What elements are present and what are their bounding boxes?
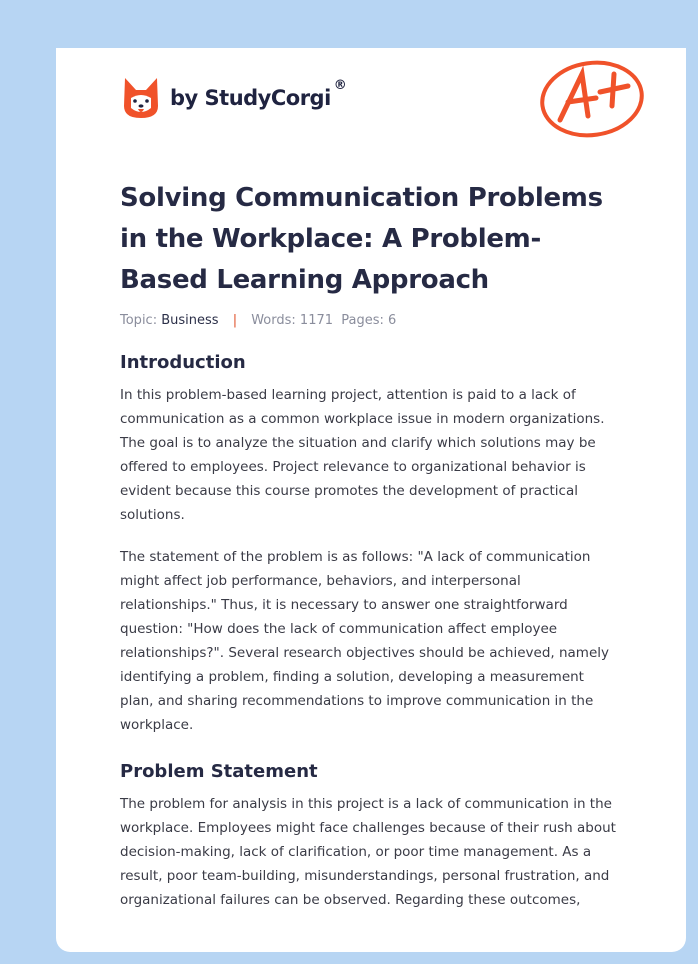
meta-line — [120, 313, 620, 328]
paragraph: In this problem-based learning project, attention is paid to a lack of communication as a common workplace issue in modern organizations. The goal is to analyze the situation and clarify which solutions may be offered to employees. Project relevance to organizational behavior is evident because this course promotes the development of practical solutions. — [120, 387, 605, 523]
corgi-icon — [122, 76, 160, 120]
a-plus-grade-icon — [538, 58, 648, 140]
paragraph: The problem for analysis in this project is a lack of communication in the workplace. Employees might face challenges because of their rush about decision-making, lack of clarification, or poor time management. As a result, poor team-building, misunderstandings, personal frustration, and organizational failures can be observed. Regarding these outcomes, — [120, 796, 616, 908]
section-heading: Introduction — [120, 352, 246, 373]
topic-label: Topic: — [120, 313, 158, 328]
page-title: Solving Communication Problems in the Workplace: A Problem-Based Learning Approach — [120, 183, 603, 295]
page-count: Pages: 6 — [341, 313, 397, 328]
paragraph: The statement of the problem is as follows: "A lack of communication might affect job performance, behaviors, and interpersonal relationships." Thus, it is necessary to answer one straightforward question: "How does the lack of communication affect employee relationships?". Several research objectives should be achieved, namely identifying a problem, finding a solution, developing a measurement plan, and sharing recommendations to improve communication in the workplace. — [120, 549, 610, 733]
brand-name: by StudyCorgi® — [170, 78, 347, 110]
topic-link[interactable]: Business — [161, 313, 219, 328]
word-count: Words: 1171 — [251, 313, 334, 328]
document-card — [56, 48, 686, 952]
registered-mark: ® — [333, 78, 347, 93]
studycorgi-logo[interactable] — [122, 76, 346, 120]
section-heading: Problem Statement — [120, 761, 318, 782]
separator: | — [232, 313, 238, 328]
